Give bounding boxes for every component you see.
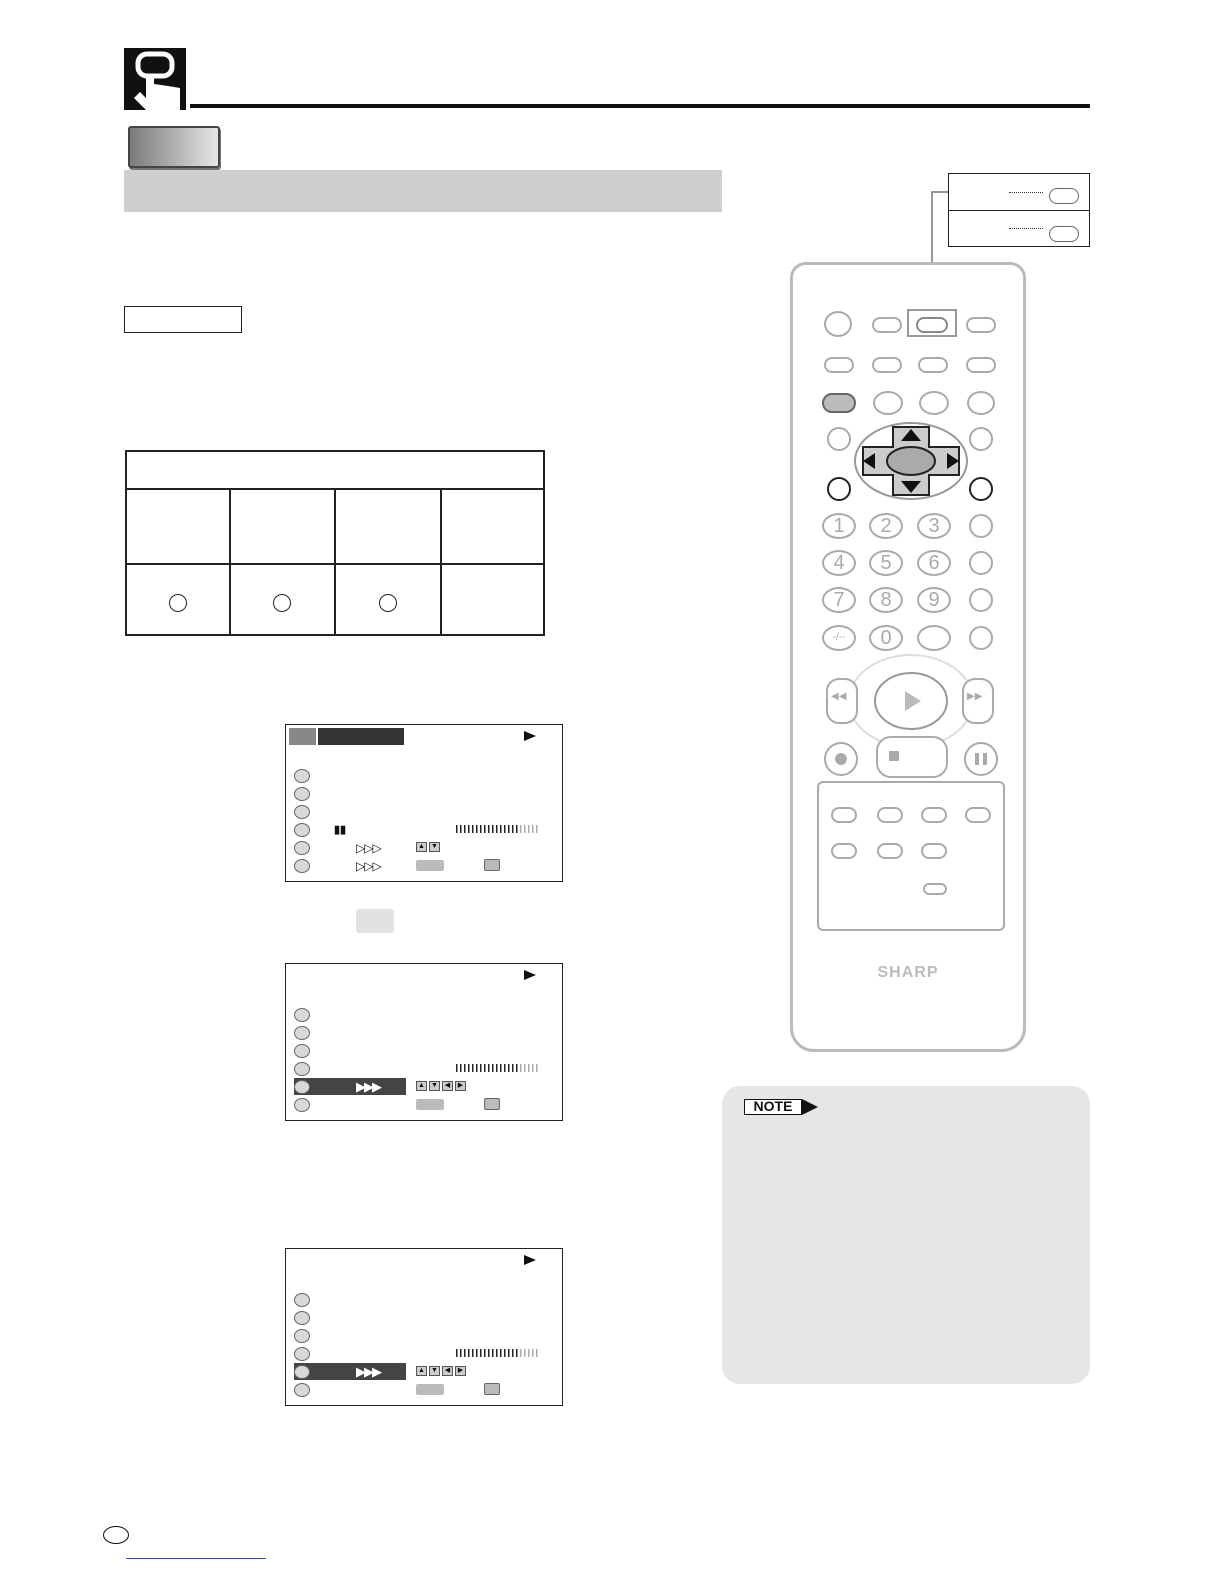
osd-screen-3 xyxy=(285,1248,563,1406)
level-meter xyxy=(456,1064,530,1072)
eject-button[interactable] xyxy=(967,391,995,415)
angle-icon xyxy=(294,1329,310,1343)
level-meter xyxy=(456,825,530,833)
enter-key-icon xyxy=(416,860,444,871)
table-divider xyxy=(229,488,231,634)
audio-icon xyxy=(294,1347,310,1361)
brand-logo: SHARP xyxy=(877,964,939,981)
subtitle-icon xyxy=(294,787,310,801)
clear-button[interactable] xyxy=(969,477,993,501)
section-tab xyxy=(128,126,220,168)
arrow-keys-icon: ▲ ▼ xyxy=(416,842,440,852)
supported-mark xyxy=(273,594,291,612)
label-box xyxy=(124,306,242,333)
surround-icon xyxy=(294,1080,310,1094)
footer-link[interactable] xyxy=(126,1558,266,1559)
supported-mark xyxy=(169,594,187,612)
repeat-button[interactable] xyxy=(873,391,903,415)
selected-row-highlight xyxy=(294,1078,406,1095)
number-8-button[interactable]: 8 xyxy=(869,587,903,613)
language-badge xyxy=(103,1526,129,1544)
number-7-button[interactable]: 7 xyxy=(822,587,856,613)
level-meter xyxy=(456,1349,530,1357)
return-icon xyxy=(484,1383,500,1395)
skip-back-button[interactable] xyxy=(831,807,857,823)
surround-icon xyxy=(294,841,310,855)
highlight-frame xyxy=(907,309,957,337)
time-icon xyxy=(294,769,310,783)
note-label: NOTE xyxy=(744,1099,802,1115)
subtitle-icon xyxy=(294,1311,310,1325)
remote-button[interactable] xyxy=(872,357,902,373)
pointing-hand-icon xyxy=(124,48,186,110)
up-button[interactable] xyxy=(877,843,903,859)
number-2-button[interactable]: 2 xyxy=(869,513,903,539)
menu-button[interactable] xyxy=(827,427,851,451)
number-6-button[interactable]: 6 xyxy=(917,550,951,576)
remote-control xyxy=(790,262,1026,1052)
note-box xyxy=(722,1086,1090,1384)
svg-text:▶▶: ▶▶ xyxy=(967,691,983,702)
play-icon xyxy=(524,970,536,980)
remote-button[interactable] xyxy=(918,357,948,373)
header-rule xyxy=(190,104,1090,108)
angle-icon xyxy=(294,1044,310,1058)
number-1-button[interactable]: 1 xyxy=(822,513,856,539)
dolby-icon: ▮▮ xyxy=(334,824,347,836)
selected-row-highlight xyxy=(294,1363,406,1380)
slide-switch[interactable] xyxy=(923,883,947,895)
supported-mark xyxy=(379,594,397,612)
disc-compatibility-table xyxy=(125,450,545,636)
skip-forward-button[interactable] xyxy=(877,807,903,823)
return-button[interactable] xyxy=(827,477,851,501)
remote-button[interactable] xyxy=(966,357,996,373)
svg-text:◀◀: ◀◀ xyxy=(831,691,847,702)
angle-button[interactable] xyxy=(919,391,949,415)
disc-icon xyxy=(294,859,310,873)
callout-leader xyxy=(1009,192,1043,193)
number-4-button[interactable]: 4 xyxy=(822,550,856,576)
lower-button-panel xyxy=(817,781,1005,931)
stop-button xyxy=(877,737,947,777)
osd-screen-1 xyxy=(285,724,563,882)
surround-level-icon: ▷▷▷ xyxy=(356,859,381,873)
angle-icon xyxy=(294,805,310,819)
arrow-keys-icon: ▲ ▼ ◀ ▶ xyxy=(416,1081,466,1091)
surround-icon xyxy=(356,909,394,933)
play-icon xyxy=(524,1255,536,1265)
button-callout xyxy=(948,173,1090,247)
return-icon xyxy=(484,859,500,871)
surround-icon xyxy=(294,1365,310,1379)
setup-button[interactable] xyxy=(822,393,856,413)
surround-level-icon: ▷▷▷ xyxy=(356,841,381,855)
top-menu-button[interactable] xyxy=(969,427,993,451)
audio-icon xyxy=(294,1062,310,1076)
slow-button[interactable] xyxy=(921,807,947,823)
enter-key-icon xyxy=(416,1099,444,1110)
surround-level-icon: ▶▶▶ xyxy=(356,1079,380,1094)
remote-button[interactable] xyxy=(824,357,854,373)
number-0-button[interactable]: 0 xyxy=(869,625,903,651)
note-arrow-icon xyxy=(802,1099,818,1115)
remote-button[interactable] xyxy=(969,514,993,538)
play-icon xyxy=(524,731,536,741)
number-5-button[interactable]: 5 xyxy=(869,550,903,576)
osd-title-bar xyxy=(318,728,404,745)
time-icon xyxy=(294,1293,310,1307)
osd-screen-2 xyxy=(285,963,563,1121)
table-divider xyxy=(334,488,336,634)
section-title-band xyxy=(124,170,722,212)
remote-button[interactable] xyxy=(917,625,951,651)
table-header-row xyxy=(127,452,543,490)
step-button[interactable] xyxy=(965,807,991,823)
osd-tab xyxy=(289,728,316,745)
down-button[interactable] xyxy=(831,843,857,859)
surround-level-icon: ▶▶▶ xyxy=(356,1364,380,1379)
remote-button[interactable] xyxy=(921,843,947,859)
remote-button[interactable] xyxy=(969,551,993,575)
audio-icon xyxy=(294,823,310,837)
return-icon xyxy=(484,1098,500,1110)
number-3-button[interactable]: 3 xyxy=(917,513,951,539)
table-divider xyxy=(440,488,442,634)
pause-button xyxy=(965,743,997,775)
remote-button[interactable] xyxy=(872,317,902,333)
dash-button[interactable]: -/-- xyxy=(822,625,856,651)
callout-button-icon xyxy=(1049,226,1079,242)
stop-icon xyxy=(889,751,899,761)
arrow-keys-icon: ▲ ▼ ◀ ▶ xyxy=(416,1366,466,1376)
table-divider xyxy=(127,563,543,565)
transport-controls xyxy=(821,651,1001,791)
number-9-button[interactable]: 9 xyxy=(917,587,951,613)
callout-leader xyxy=(1009,228,1043,229)
callout-button-icon xyxy=(1049,188,1079,204)
remote-button[interactable] xyxy=(969,626,993,650)
time-icon xyxy=(294,1008,310,1022)
disc-icon xyxy=(294,1098,310,1112)
remote-button[interactable] xyxy=(969,588,993,612)
open-close-button[interactable] xyxy=(966,317,996,333)
disc-icon xyxy=(294,1383,310,1397)
display-button[interactable] xyxy=(824,311,852,337)
enter-key-icon xyxy=(416,1384,444,1395)
direction-pad[interactable] xyxy=(853,421,969,501)
subtitle-icon xyxy=(294,1026,310,1040)
